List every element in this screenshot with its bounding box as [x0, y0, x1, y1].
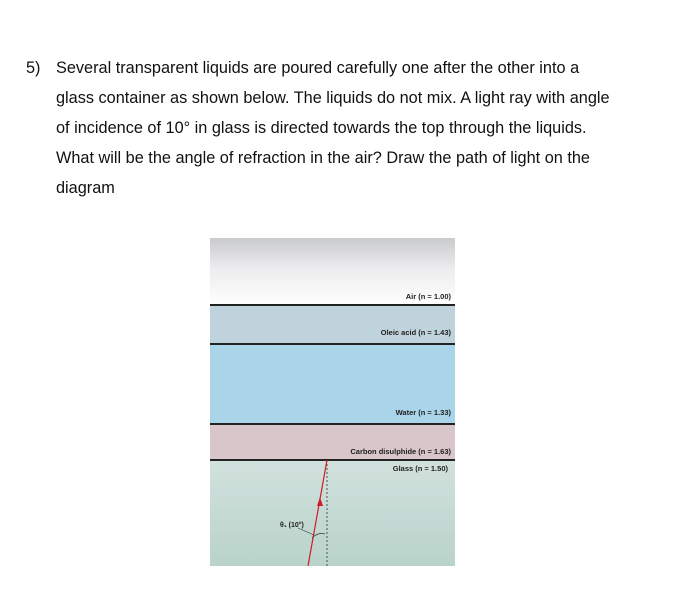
question-line: glass container as shown below. The liquids do not mix. A light ray with angle [56, 89, 610, 107]
air-label: Air (n = 1.00) [405, 292, 451, 301]
question-line: diagram [56, 179, 115, 197]
carbon-disulphide-label: Carbon disulphide (n = 1.63) [350, 447, 451, 456]
refraction-diagram [210, 238, 455, 566]
question-line: What will be the angle of refraction in the air? Draw the path of light on the [56, 149, 590, 167]
ray-arrow-icon [317, 497, 323, 506]
question-line: Several transparent liquids are poured carefully one after the other into a [56, 59, 580, 77]
oleic-acid-label: Oleic acid (n = 1.43) [380, 328, 451, 337]
glass-label: Glass (n = 1.50) [392, 464, 448, 473]
water-label: Water (n = 1.33) [395, 408, 451, 417]
ray-overlay [210, 238, 455, 566]
question-number: 5) [26, 59, 41, 77]
angle-pointer [298, 528, 314, 535]
incidence-angle-label: θ₁ (10°) [280, 522, 304, 529]
light-ray [308, 460, 327, 566]
question-line: of incidence of 10° in glass is directed towards the top through the liquids. [56, 119, 587, 137]
question-text [26, 53, 686, 203]
